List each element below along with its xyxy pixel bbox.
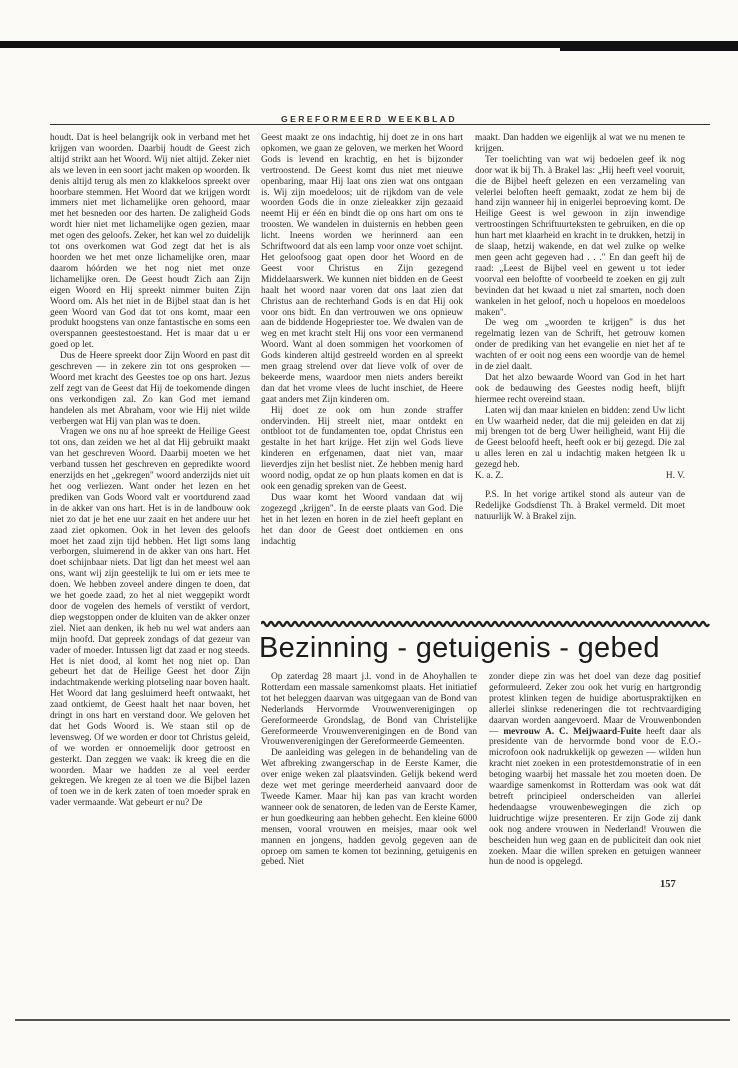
col5-paragraph: [489, 672, 701, 868]
column-3: [475, 133, 685, 613]
signature-right: H. V.: [665, 471, 685, 482]
col1-paragraph-2: Dus de Heere spreekt door Zijn Woord en past dit geschreven — in zekere zin tot ons gesproken — Woord met kracht des Geestes toe op ons hart. Jezus zelf zegt van de Geest dat Hij de toekomende dingen ons verkondigen zal. Zo kan God met iemand handelen als met Abraham, voor wie Hij niet wilde verbergen wat Hij van plan was te doen.: [50, 351, 250, 427]
col2-paragraph-3: Dus waar komt het Woord vandaan dat wij zogezegd „krijgen". In de eerste plaats van God. Die het in het lezen en horen in de ziel heeft geplant en het dan door de Geest doet ontkiemen en ons indachtig: [261, 492, 463, 547]
column-5: [489, 672, 701, 872]
running-head-rule: [50, 124, 710, 125]
column-1: [50, 133, 250, 843]
signature-left: K. a. Z.: [475, 471, 504, 482]
postscript: P.S. In het vorige artikel stond als auteur van de Redelijke Godsdienst Th. à Brakel vermeld. Dit moet natuurlijk W. à Brakel zijn.: [475, 490, 685, 522]
col1-paragraph-3: Vragen we ons nu af hoe spreekt de Heilige Geest tot ons, dan zeiden we het al dat Hij gebruikt maakt van het geschreven Woord. Daarbij moeten we het verband tussen het geschreven en gepredikte woord enerzijds en het „gekregen" woord anderzijds niet uit het oog verliezen. Want onder het lezen en het prediken van Gods Woord valt er voortdurend zaad in de akker van ons hart. Het is in de landbouw ook niet zo dat je het ene uur zaait en het andere uur het zaad ziet opkomen. Ook in het leven des geloofs moet het zaad zijn tijd hebben. Het ligt soms lang verborgen, sluimerend in de akker van ons hart. Het doet schijnbaar niets. Dat ligt dan het meest wel aan ons, want wij zijn geestelijk te lui om er iets mee te doen. We hebben zoveel andere dingen te doen, dat we het goede zaad, zo het al niet weggepikt wordt door de vogelen des hemels of verstikt of verdort, diep wegstoppen onder de kluiten van de akker onzer ziel. Niet aan denken, ik heb nu wel wat anders aan mijn hoofd. Dat gepreek zondags of dat gezeur van vader of moeder. Intussen ligt dat zaad er nog steeds. Het is niet dood, al komt het nog niet op. Dan gebeurt het dat de Heilige Geest het door Zijn indachtmakende werking plotseling naar boven haalt. Het Woord dat lang gesluimerd heeft ontwaakt, het zaad ontkiemt, de Geest haalt het naar boven, het dringt in ons hart en verstand door. We geloven het dat het Gods Woord is. We staan stil op de levensweg. Of we worden er door tot Christus geleid, of we worden er onnoemelijk door getroost en gesterkt. Dan zeggen we vaak: ik kreeg die en die woorden. Maar we hadden ze al veel eerder gekregen. We kregen ze al toen we die Bijbel lazen of toen we in de kerk zaten of toen moeder sprak en vader vermaande. Wat gebeurt er nu? De: [50, 427, 250, 809]
col5-text-after: heeft daar als presidente van de hervormde bond voor de E.O.-microfoon ook nadrukkelijk op gewezen — wilden hun kracht niet zoeken in een protestdemonstratie of in een betoging waarbij het massale het zou moeten doen. De waardige samenkomst in Rotterdam was ook wat dát betreft principieel onderscheiden van allerlei hedendaagse vrouwenbewegingen die zich op luidruchtige wijze presenteren. Er zijn Gode zij dank ook nog andere vrouwen in Nederland! Vrouwen die bescheiden hun weg gaan en de publiciteit dan ook niet zoeken. Maar die willen spreken en getuigen wanneer hun de nood is opgelegd.: [489, 726, 701, 868]
col5-text-before: zonder diepe zin was het doel van deze dag positief geformuleerd. Zeker zou ook het vurig en hartgrondig protest klinken tegen de huidige abortuspraktijken en allerlei slinkse redeneringen die tot rechtvaardiging daarvan worden aangevoerd. Maar de Vrouwenbonden —: [489, 672, 701, 737]
col3-paragraph-3: De weg om „woorden te krijgen" is dus het regelmatig lezen van de Schrift, het getrouw komen onder de prediking van het evangelie en niet het af te wachten of er ooit nog eens een woordje van de hemel in de ziel daalt.: [475, 318, 685, 373]
article-headline: Bezinning - getuigenis - gebed: [259, 632, 660, 664]
signature-line: [475, 471, 685, 482]
top-black-rule-right: [560, 41, 738, 51]
col4-paragraph-2: De aanleiding was gelegen in de behandeling van de Wet afbreking zwangerschap in de Eerste Kamer, die over enige weken zal plaatsvinden. Gelijk bekend werd deze wet met geringe meerderheid aanvaard door de Tweede Kamer. Maar hij kan pas van kracht worden wanneer ook de senatoren, de leden van de Eerste Kamer, er hun goedkeuring aan hebben gehecht. Een kleine 6000 mensen, vooral vrouwen en meisjes, maar ook wel mannen en jongens, hadden gevolg gegeven aan de oproep om samen te komen tot bezinning, getuigenis en gebed. Niet: [261, 748, 477, 868]
bottom-rule: [15, 1019, 730, 1021]
running-head: GEREFORMEERD WEEKBLAD: [281, 114, 457, 124]
column-2: [261, 133, 463, 613]
page-number: 157: [660, 879, 676, 890]
col3-paragraph-5: Laten wij dan maar knielen en bidden: zend Uw licht en Uw waarheid neder, dat die mij geleiden en dat zij mij brengen tot de berg Uwer heiligheid, want Hij die de Geest beloofd heeft, heeft ook er bij gezegd. Die zal u alles leren en zal u indachtig maken hetgeen Ik u gezegd heb.: [475, 405, 685, 471]
wavy-divider: [261, 620, 711, 628]
col5-bold-name: mevrouw A. C. Meijwaard-Fuite: [503, 726, 642, 737]
column-4: [261, 672, 477, 872]
col3-paragraph-1: maakt. Dan hadden we eigenlijk al wat we nu menen te krijgen.: [475, 133, 685, 154]
col3-paragraph-2: Ter toelichting van wat wij bedoelen geef ik nog door wat ik bij Th. à Brakel las: „Hij heeft veel vooruit, die de Bijbel heeft gelezen en een verzameling van velerlei beloften heeft gemaakt, zodat ze hem bij de hand zijn wanneer hij in enigerlei beproeving komt. De Heilige Geest is wel gewoon in zijn inwendige vertroostingen Schriftuurteksten te gebruiken, en die op hun hart met klaarheid en kracht in te drukken, hetzij in de slaap, hetzij wakende, en dat wel zulke op welke men geen acht gegeven had . . ." En dan geeft hij de raad: „Leest de Bijbel veel en gewent u tot ieder voorval een beloftte of voorbeeld te zoeken en gij zult bevinden dat het kwaad u niet zal smarten, noch doen wankelen in het geloof, noch u hopeloos en moedeloos maken".: [475, 154, 685, 318]
col1-paragraph-1: houdt. Dat is heel belangrijk ook in verband met het krijgen van woorden. Daarbij houdt de Geest zich altijd strikt aan het Woord. Wij niet altijd. Zeker niet als we leven in een soort jacht maken op woorden. Ik denis altijd terug als men zo klakkeloos spreekt over hoorbare stemmen. Het Woord dat we krijgen wordt immers niet met lichamelijke oren gehoord, maar met het besneden oor des harten. De zaligheid Gods wordt hier niet met lichamelijke ogen gezien, maar met ogen des geloofs. Zeker, het kan wel zo duidelijk tot ons overkomen wat God zegt dat het is als hoorden we het met onze lichamelijke oren, maar daarom hóórden we het nog niet met onze lichamelijke oren. De Geest houdt Zich aan Zijn eigen Woord en Hij spreekt nimmer buiten Zijn Woord om. Als het niet in de Bijbel staat dan is het geen Woord van God dat tot ons komt, maar een produkt hoogstens van onze fantastische en soms een overspannen geestestoestand. Het is maar dat u er goed op let.: [50, 133, 250, 351]
col2-paragraph-1: Geest maakt ze ons indachtig, hij doet ze in ons hart opkomen, we gaan ze geloven, we merken het Woord Gods is levend en krachtig, en het is bijzonder vertroostend. De Geest komt dus niet met nieuwe openbaring, maar Hij laat ons zien wat ons ontgaan is. Wij zijn moedeloos; uit de rijkdom van de vele woorden Gods die in onze zieleakker zijn gezaaid neemt Hij er één en bindt die op ons hart om ons te troosten. We wandelen in duisternis en hebben geen licht. Ineens worden we herinnerd aan een Schriftwoord dat als een lamp voor onze voet schijnt. Het geloofsoog gaat open door het Woord en de Geest voor Christus en Zijn gezegend Middelaarswerk. We kunnen niet bidden en de Geest haalt het woord naar voren dat ons laat zien dat Christus aan de rechterhand Gods is en dat Hij ook voor ons bidt. En dan vertrouwen we ons opnieuw aan de biddende Hogepriester toe. We dwalen van de weg en met kracht stelt Hij ons voor een vermanend Woord. Want al doen sommigen het voorkomen of Gods kinderen altijd gestreeld worden en al spreekt men graag strelend over dat lieve volk of over de bekeerde mens, waardoor men niets anders bereikt dan dat het vrome vlees de lucht inschiet, de Heere gaat anders met Zijn kinderen om.: [261, 133, 463, 405]
col3-paragraph-4: Dat het alzo bewaarde Woord van God in het hart ook de bedauwing des Geestes nodig heeft, blijft hiermee recht overeind staan.: [475, 372, 685, 405]
col4-paragraph-1: Op zaterdag 28 maart j.l. vond in de Ahoyhallen te Rotterdam een massale samenkomst plaats. Het initiatief tot het beleggen daarvan was uitgegaan van de Bond van Nederlands Hervormde Vrouwenverenigingen op Gereformeerde Grondslag, de Bond van Christelijke Gereformeerde Vrouwenverenigingen en de Bond van Vrouwenverenigingen der Gereformeerde Gemeenten.: [261, 672, 477, 748]
col2-paragraph-2: Hij doet ze ook om hun zonde straffer ondervinden. Hij streelt niet, maar ontdekt en ontbloot tot de fundamenten toe, opdat Christus een gestalte in het hart krijge. Het zijn wel Gods lieve kinderen en erfgenamen, daat niet van, maar lieverdjes zijn het beslist niet. Ze hebben menig hard woord nodig, opdat ze op hun plaats komen en dat is ook een genadig spreken van de Geest.: [261, 405, 463, 492]
